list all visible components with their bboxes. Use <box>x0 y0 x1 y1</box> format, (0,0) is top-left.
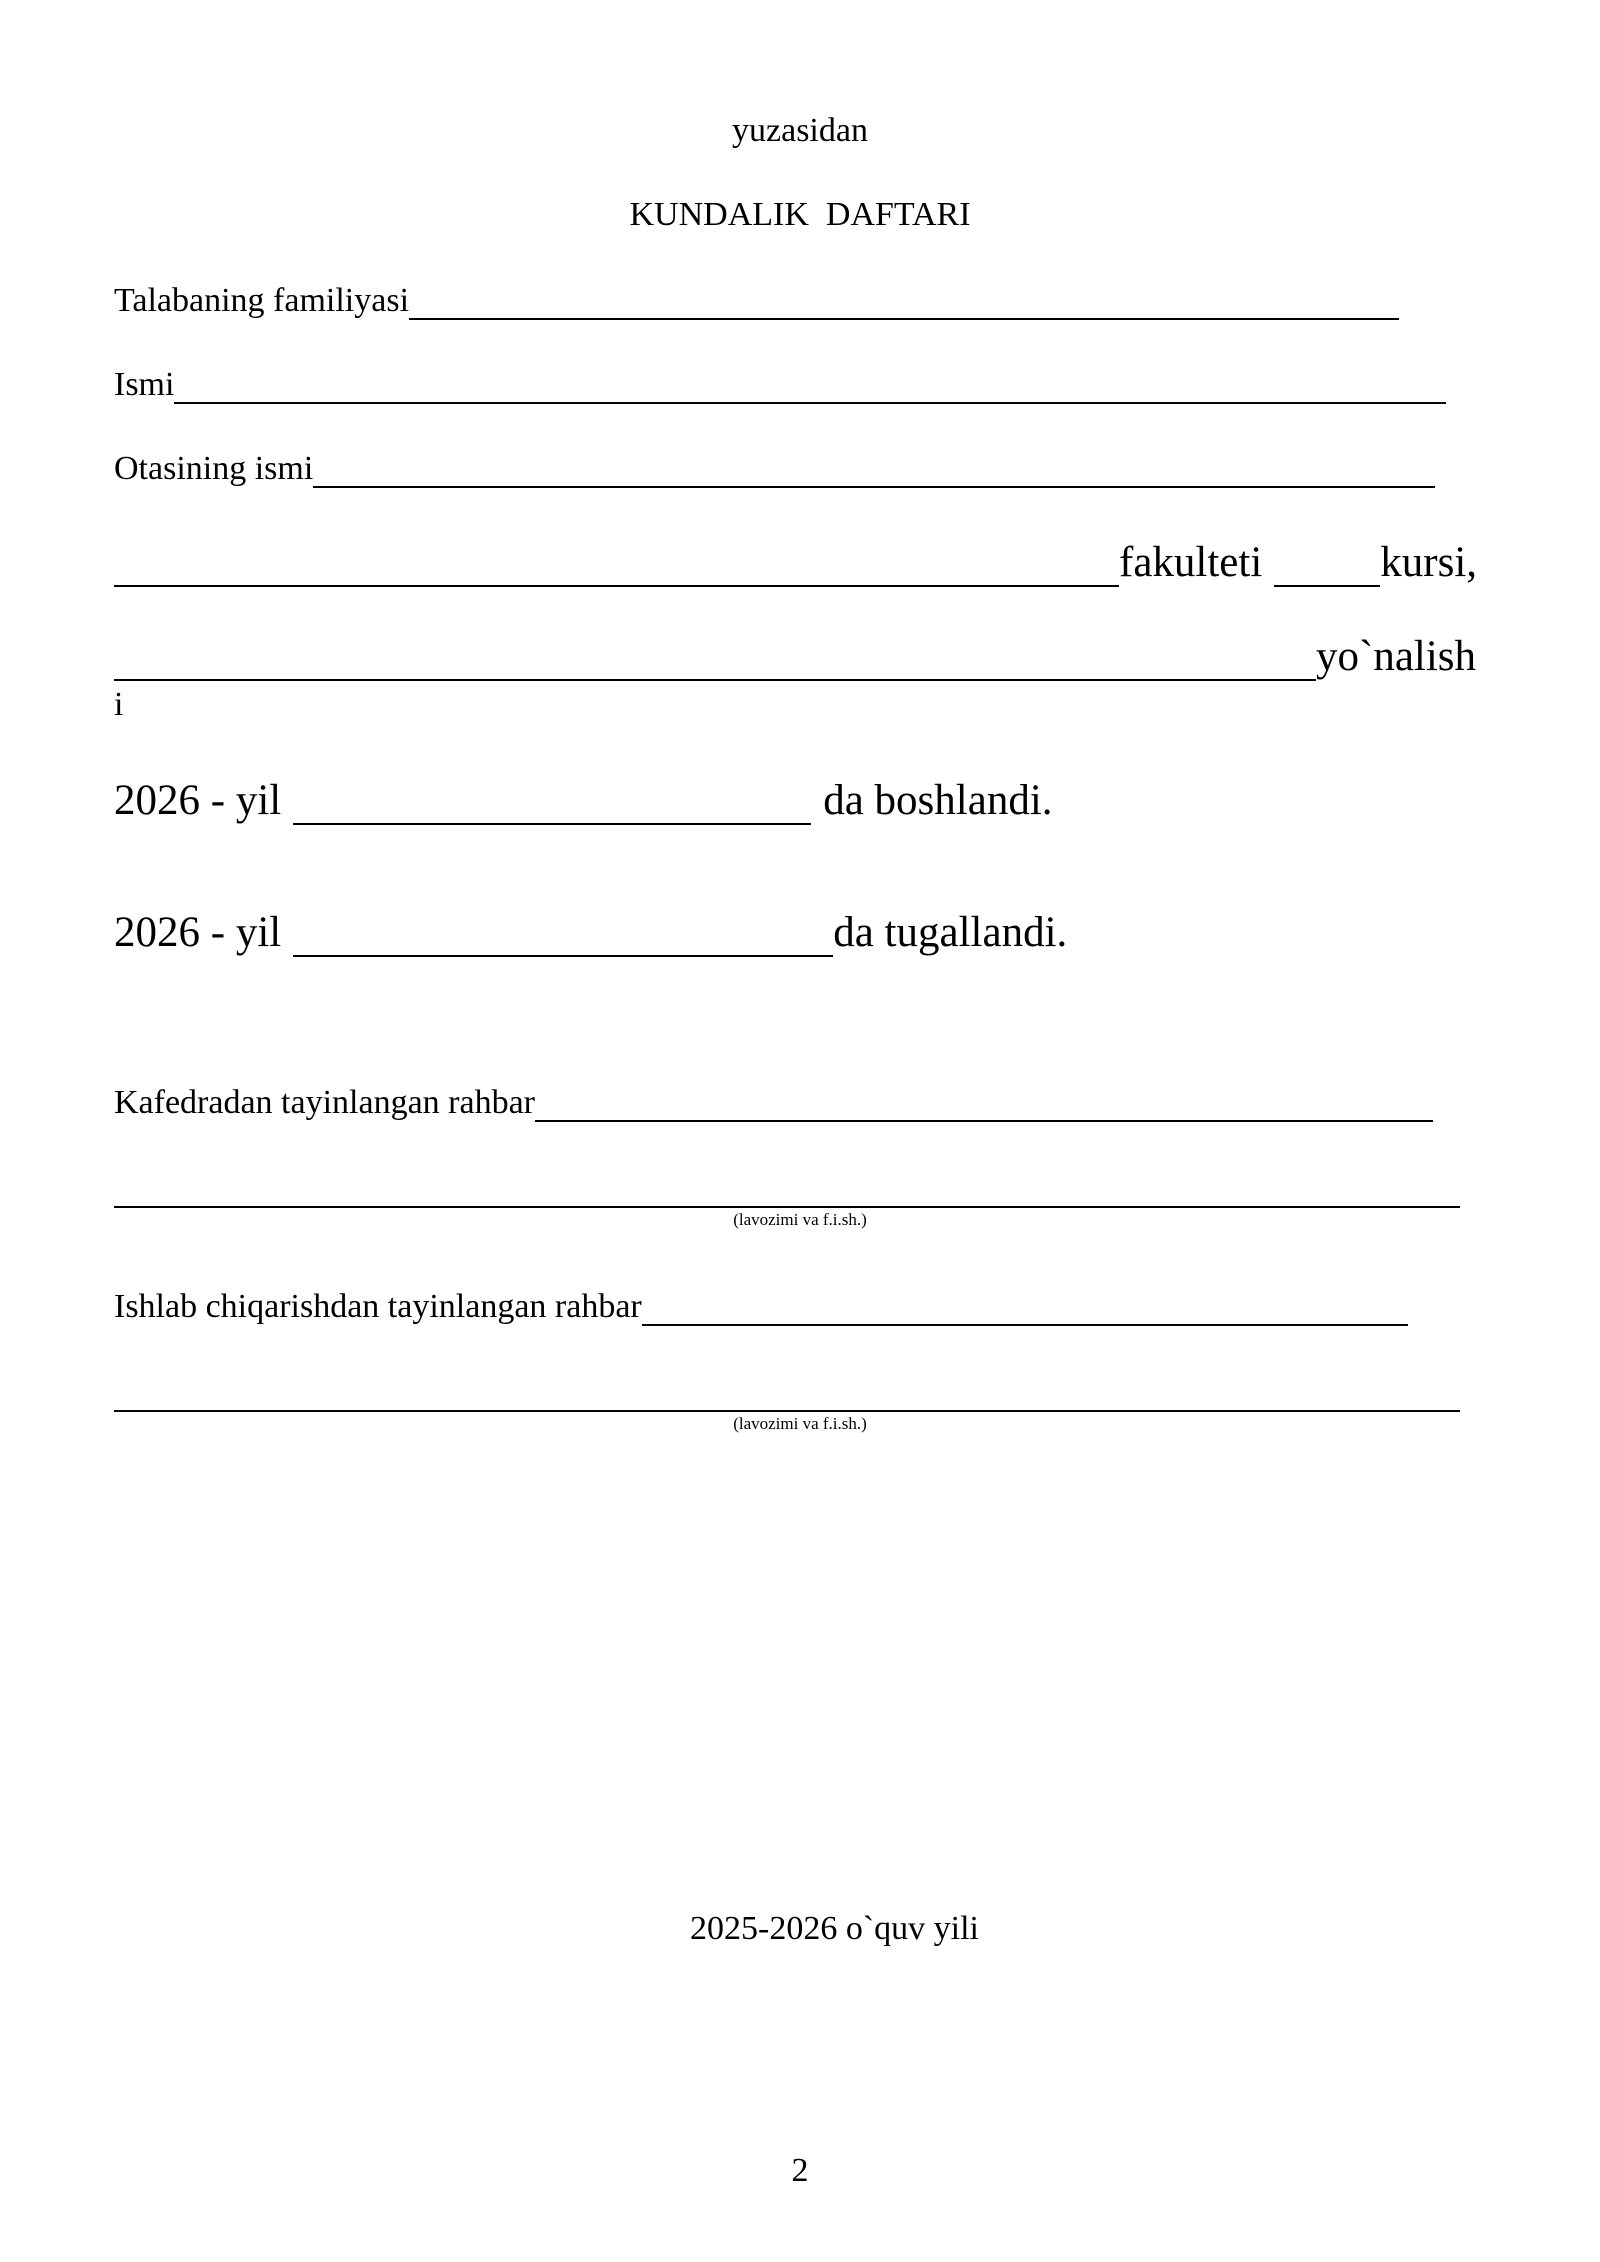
surname-row <box>114 280 1399 320</box>
surname-field[interactable] <box>409 280 1399 320</box>
name-field[interactable] <box>174 364 1446 404</box>
end-year-label: 2026 - yil <box>114 909 282 956</box>
production-supervisor-field[interactable] <box>642 1286 1408 1326</box>
end-date-field[interactable] <box>293 909 833 957</box>
patronymic-field[interactable] <box>313 448 1435 488</box>
academic-year: 2025-2026 o`quv yili <box>690 1910 979 1947</box>
direction-field[interactable] <box>114 633 1316 681</box>
end-suffix-label: da tugallandi. <box>833 909 1068 956</box>
course-field[interactable] <box>1274 539 1380 587</box>
production-supervisor-label: Ishlab chiqarishdan tayinlangan rahbar <box>114 1288 642 1325</box>
name-label: Ismi <box>114 366 175 403</box>
production-supervisor-row <box>114 1286 1408 1326</box>
department-supervisor-details-line[interactable] <box>114 1170 1460 1208</box>
start-year-label: 2026 - yil <box>114 777 282 824</box>
department-supervisor-field[interactable] <box>535 1082 1433 1122</box>
faculty-row <box>114 538 1477 587</box>
department-supervisor-hint: (lavozimi va f.i.sh.) <box>733 1210 867 1229</box>
department-supervisor-row <box>114 1082 1433 1122</box>
faculty-field[interactable] <box>114 539 1119 587</box>
production-supervisor-hint: (lavozimi va f.i.sh.) <box>733 1414 867 1433</box>
patronymic-row <box>114 448 1435 488</box>
department-supervisor-label: Kafedradan tayinlangan rahbar <box>114 1084 535 1121</box>
start-date-row <box>114 776 1053 825</box>
direction-label: yo`nalish <box>1316 633 1477 680</box>
document-subtitle: yuzasidan <box>732 112 868 149</box>
name-row <box>114 364 1446 404</box>
end-date-row <box>114 908 1067 957</box>
page-number: 2 <box>791 2152 809 2189</box>
start-date-field[interactable] <box>293 777 811 825</box>
patronymic-label: Otasining ismi <box>114 450 314 487</box>
direction-row <box>114 632 1476 681</box>
direction-wrap-text: i <box>114 686 124 723</box>
start-suffix-label: da boshlandi. <box>823 777 1053 824</box>
surname-label: Talabaning familiyasi <box>114 282 410 319</box>
document-title: KUNDALIK DAFTARI <box>629 196 971 233</box>
production-supervisor-details-line[interactable] <box>114 1374 1460 1412</box>
course-label: kursi, <box>1380 539 1478 586</box>
faculty-label: fakulteti <box>1119 539 1263 586</box>
